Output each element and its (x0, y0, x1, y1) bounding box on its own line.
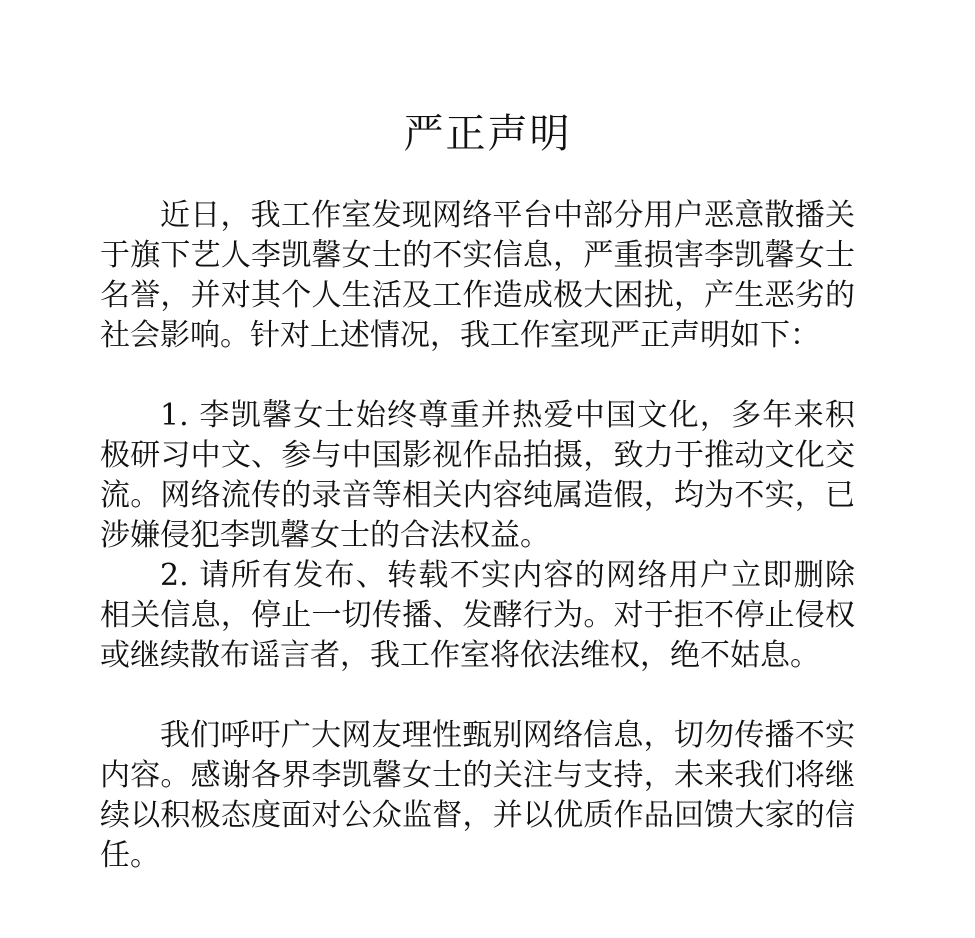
intro-paragraph: 近日，我工作室发现网络平台中部分用户恶意散播关于旗下艺人李凯馨女士的不实信息，严重损害李凯馨女士名誉，并对其个人生活及工作造成极大困扰，产生恶劣的社会影响。针对上述情况，我工作室现严正声明如下： (100, 198, 855, 353)
closing-paragraph: 我们呼吁广大网友理性甄别网络信息，切勿传播不实内容。感谢各界李凯馨女士的关注与支持，未来我们将继续以积极态度面对公众监督，并以优质作品回馈大家的信任。 (100, 718, 855, 873)
statement-body (100, 196, 855, 876)
statement-item-1: 1. 李凯馨女士始终尊重并热爱中国文化，多年来积极研习中文、参与中国影视作品拍摄，致力于推动文化交流。网络流传的录音等相关内容纯属造假，均为不实，已涉嫌侵犯李凯馨女士的合法权益。 (100, 398, 855, 553)
statement-item-2: 2. 请所有发布、转载不实内容的网络用户立即删除相关信息，停止一切传播、发酵行为。对于拒不停止侵权或继续散布谣言者，我工作室将依法维权，绝不姑息。 (100, 558, 855, 673)
paragraph-gap (100, 676, 855, 716)
paragraph-gap (100, 356, 855, 396)
statement-title: 严正声明 (403, 111, 572, 157)
